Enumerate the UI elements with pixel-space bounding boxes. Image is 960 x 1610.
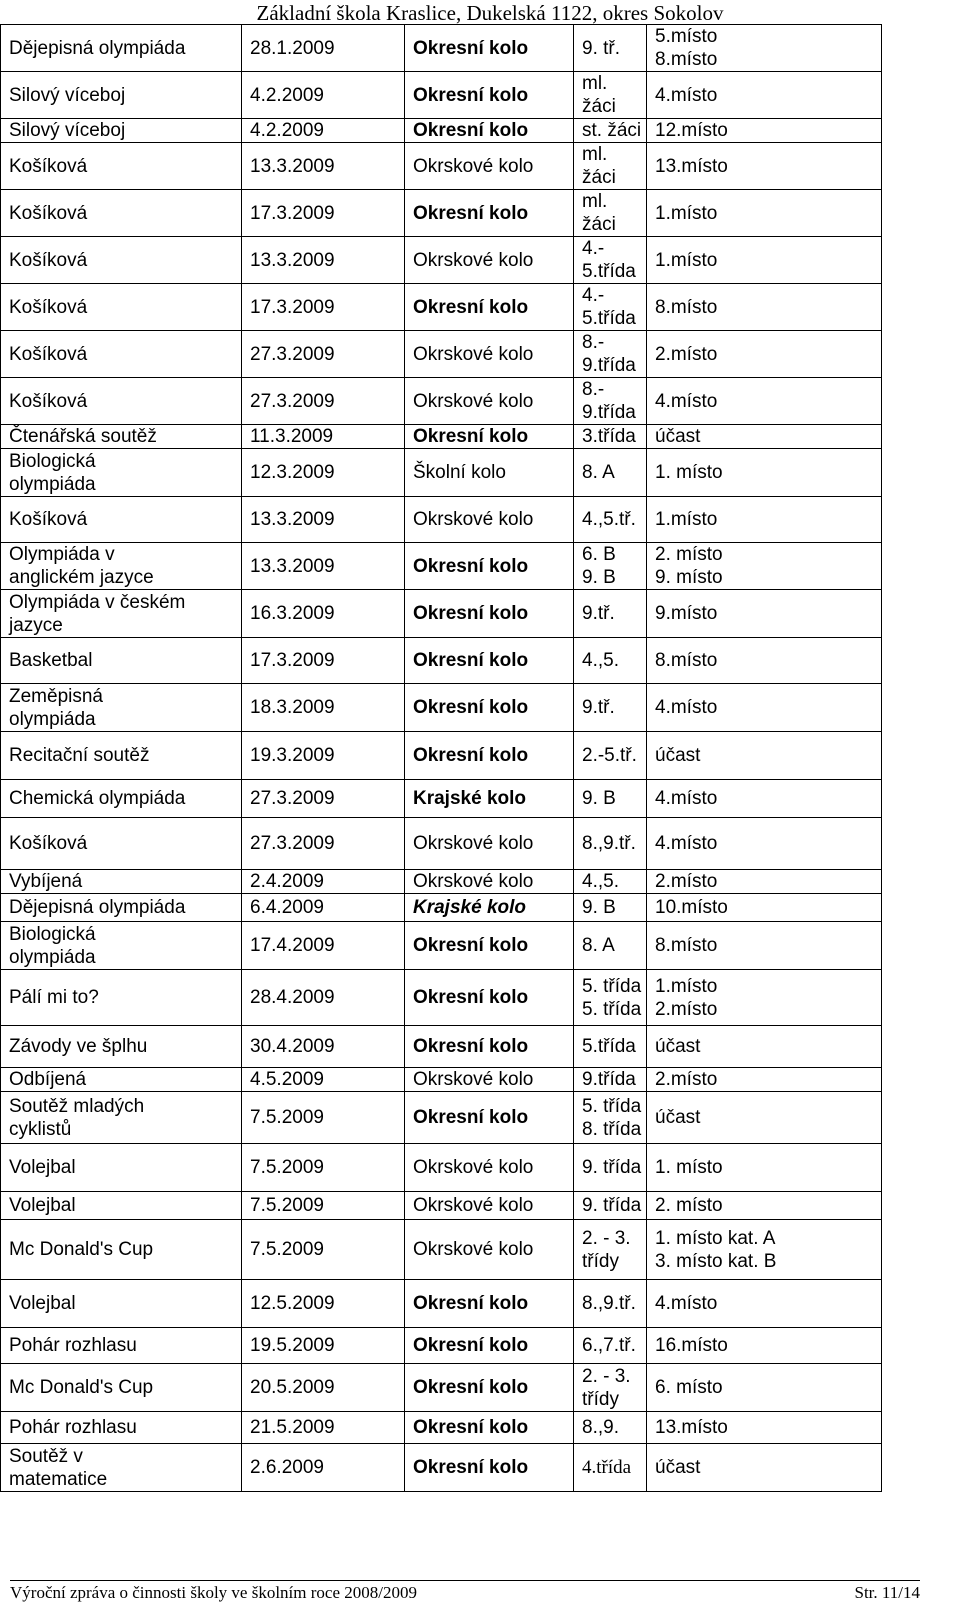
cell-name: Soutěž mladých cyklistů — [1, 1092, 242, 1144]
table-row — [1, 590, 882, 638]
cell-level: Okresní kolo — [405, 1412, 574, 1444]
cell-cls: 4.,5.tř. — [574, 497, 647, 543]
table-row — [1, 331, 882, 378]
table-row — [1, 732, 882, 780]
cell-date: 11.3.2009 — [242, 425, 405, 449]
cell-result: 6. místo — [647, 1364, 882, 1412]
cell-level: Okrskové kolo — [405, 1220, 574, 1280]
cell-cls: ml. žáci — [574, 72, 647, 119]
cell-cls: 4.- 5.třída — [574, 237, 647, 284]
cell-level: Okrskové kolo — [405, 237, 574, 284]
cell-name: Košíková — [1, 143, 242, 190]
cell-name: Pálí mi to? — [1, 970, 242, 1026]
cell-cls: 8.- 9.třída — [574, 378, 647, 425]
cell-level: Okresní kolo — [405, 1026, 574, 1068]
cell-cls: 2. - 3. třídy — [574, 1220, 647, 1280]
cell-level: Okresní kolo — [405, 1280, 574, 1328]
cell-cls: 9. B — [574, 894, 647, 922]
table-row — [1, 1026, 882, 1068]
table-row — [1, 1364, 882, 1412]
cell-level: Okresní kolo — [405, 425, 574, 449]
table-row — [1, 870, 882, 894]
cell-date: 13.3.2009 — [242, 497, 405, 543]
cell-result: účast — [647, 732, 882, 780]
table-row — [1, 497, 882, 543]
school-header: Základní škola Kraslice, Dukelská 1122, okres Sokolov — [256, 1, 724, 25]
footer-page-number: Str. 11/14 — [854, 1583, 920, 1602]
cell-result: 4.místo — [647, 780, 882, 818]
cell-result: 1.místo 2.místo — [647, 970, 882, 1026]
cell-cls: 4.třída — [574, 1444, 647, 1492]
table-row — [1, 119, 882, 143]
cell-name: Košíková — [1, 237, 242, 284]
cell-result: 8.místo — [647, 638, 882, 684]
cell-date: 28.4.2009 — [242, 970, 405, 1026]
table-row — [1, 449, 882, 497]
cell-date: 7.5.2009 — [242, 1144, 405, 1192]
cell-name: Košíková — [1, 497, 242, 543]
page-footer — [10, 1580, 920, 1605]
footer-report-title: Výroční zpráva o činnosti školy ve školním roce 2008/2009 — [10, 1583, 417, 1602]
cell-cls: 2. - 3. třídy — [574, 1364, 647, 1412]
cell-cls: 9.tř. — [574, 590, 647, 638]
cell-cls: 8.,9. — [574, 1412, 647, 1444]
table-row — [1, 970, 882, 1026]
cell-result: 4.místo — [647, 684, 882, 732]
cell-result: účast — [647, 1092, 882, 1144]
cell-name: Silový víceboj — [1, 119, 242, 143]
cell-cls: ml. žáci — [574, 143, 647, 190]
cell-level: Okrskové kolo — [405, 143, 574, 190]
cell-name: Silový víceboj — [1, 72, 242, 119]
cell-date: 13.3.2009 — [242, 143, 405, 190]
cell-result: účast — [647, 425, 882, 449]
cell-date: 4.2.2009 — [242, 72, 405, 119]
cell-cls: 3.třída — [574, 425, 647, 449]
cell-cls: 2.-5.tř. — [574, 732, 647, 780]
table-row — [1, 1444, 882, 1492]
cell-level: Okresní kolo — [405, 119, 574, 143]
table-row — [1, 543, 882, 590]
cell-cls: 5. třída 8. třída — [574, 1092, 647, 1144]
cell-name: Košíková — [1, 378, 242, 425]
cell-date: 27.3.2009 — [242, 818, 405, 870]
table-row — [1, 1412, 882, 1444]
cell-date: 20.5.2009 — [242, 1364, 405, 1412]
cell-level: Školní kolo — [405, 449, 574, 497]
cell-name: Mc Donald's Cup — [1, 1220, 242, 1280]
table-row — [1, 378, 882, 425]
cell-name: Volejbal — [1, 1192, 242, 1220]
cell-name: Soutěž v matematice — [1, 1444, 242, 1492]
cell-date: 2.6.2009 — [242, 1444, 405, 1492]
cell-date: 4.5.2009 — [242, 1068, 405, 1092]
table-row — [1, 1068, 882, 1092]
table-row — [1, 922, 882, 970]
cell-name: Závody ve šplhu — [1, 1026, 242, 1068]
cell-date: 17.3.2009 — [242, 638, 405, 684]
cell-name: Dějepisná olympiáda — [1, 894, 242, 922]
cell-date: 28.1.2009 — [242, 25, 405, 72]
cell-name: Vybíjená — [1, 870, 242, 894]
cell-level: Okresní kolo — [405, 543, 574, 590]
table-row — [1, 1280, 882, 1328]
cell-cls: st. žáci — [574, 119, 647, 143]
cell-level: Okrskové kolo — [405, 378, 574, 425]
cell-level: Krajské kolo — [405, 780, 574, 818]
cell-result: 1. místo — [647, 449, 882, 497]
cell-result: 2.místo — [647, 1068, 882, 1092]
table-row — [1, 143, 882, 190]
cell-level: Okrskové kolo — [405, 1144, 574, 1192]
cell-level: Okresní kolo — [405, 1364, 574, 1412]
table-row — [1, 1328, 882, 1364]
cell-date: 17.3.2009 — [242, 190, 405, 237]
cell-date: 7.5.2009 — [242, 1220, 405, 1280]
cell-name: Olympiáda v anglickém jazyce — [1, 543, 242, 590]
cell-level: Okresní kolo — [405, 1328, 574, 1364]
cell-level: Okrskové kolo — [405, 818, 574, 870]
cell-cls: 4.,5. — [574, 638, 647, 684]
cell-result: 13.místo — [647, 143, 882, 190]
cell-level: Okresní kolo — [405, 922, 574, 970]
cell-date: 19.3.2009 — [242, 732, 405, 780]
table-row — [1, 190, 882, 237]
cell-name: Recitační soutěž — [1, 732, 242, 780]
cell-level: Okresní kolo — [405, 284, 574, 331]
cell-level: Okresní kolo — [405, 190, 574, 237]
cell-cls: 9. třída — [574, 1144, 647, 1192]
cell-name: Chemická olympiáda — [1, 780, 242, 818]
cell-result: 2.místo — [647, 331, 882, 378]
cell-name: Biologická olympiáda — [1, 449, 242, 497]
cell-name: Košíková — [1, 331, 242, 378]
cell-cls: 4.- 5.třída — [574, 284, 647, 331]
cell-name: Mc Donald's Cup — [1, 1364, 242, 1412]
table-row — [1, 284, 882, 331]
cell-date: 19.5.2009 — [242, 1328, 405, 1364]
table-row — [1, 780, 882, 818]
cell-date: 27.3.2009 — [242, 780, 405, 818]
results-table-body — [1, 25, 882, 1492]
cell-cls: 6.,7.tř. — [574, 1328, 647, 1364]
cell-cls: 8.- 9.třída — [574, 331, 647, 378]
cell-date: 13.3.2009 — [242, 543, 405, 590]
cell-name: Basketbal — [1, 638, 242, 684]
cell-result: účast — [647, 1026, 882, 1068]
cell-cls: 8.,9.tř. — [574, 818, 647, 870]
cell-name: Biologická olympiáda — [1, 922, 242, 970]
cell-result: 4.místo — [647, 72, 882, 119]
cell-date: 13.3.2009 — [242, 237, 405, 284]
cell-result: 8.místo — [647, 922, 882, 970]
cell-date: 7.5.2009 — [242, 1092, 405, 1144]
cell-cls: 9.třída — [574, 1068, 647, 1092]
table-row — [1, 1144, 882, 1192]
cell-level: Krajské kolo — [405, 894, 574, 922]
cell-level: Okresní kolo — [405, 72, 574, 119]
cell-date: 17.3.2009 — [242, 284, 405, 331]
cell-name: Pohár rozhlasu — [1, 1412, 242, 1444]
cell-cls: 5.třída — [574, 1026, 647, 1068]
cell-name: Čtenářská soutěž — [1, 425, 242, 449]
cell-date: 7.5.2009 — [242, 1192, 405, 1220]
table-row — [1, 1220, 882, 1280]
cell-result: 1.místo — [647, 190, 882, 237]
cell-date: 17.4.2009 — [242, 922, 405, 970]
cell-result: 1. místo — [647, 1144, 882, 1192]
cell-name: Odbíjená — [1, 1068, 242, 1092]
cell-name: Volejbal — [1, 1280, 242, 1328]
cell-result: 8.místo — [647, 284, 882, 331]
cell-date: 6.4.2009 — [242, 894, 405, 922]
cell-level: Okrskové kolo — [405, 1192, 574, 1220]
cell-name: Košíková — [1, 284, 242, 331]
cell-date: 27.3.2009 — [242, 331, 405, 378]
cell-result: 16.místo — [647, 1328, 882, 1364]
cell-level: Okresní kolo — [405, 684, 574, 732]
competition-results-table — [0, 24, 882, 1492]
cell-result: 13.místo — [647, 1412, 882, 1444]
cell-date: 4.2.2009 — [242, 119, 405, 143]
cell-cls: 9. tř. — [574, 25, 647, 72]
cell-cls: 9. B — [574, 780, 647, 818]
table-row — [1, 1192, 882, 1220]
cell-date: 12.5.2009 — [242, 1280, 405, 1328]
cell-date: 21.5.2009 — [242, 1412, 405, 1444]
cell-cls: 8. A — [574, 449, 647, 497]
cell-cls: 4.,5. — [574, 870, 647, 894]
cell-cls: 8. A — [574, 922, 647, 970]
cell-level: Okrskové kolo — [405, 870, 574, 894]
table-row — [1, 425, 882, 449]
cell-cls: 5. třída 5. třída — [574, 970, 647, 1026]
table-row — [1, 72, 882, 119]
cell-name: Zeměpisná olympiáda — [1, 684, 242, 732]
table-row — [1, 638, 882, 684]
cell-date: 12.3.2009 — [242, 449, 405, 497]
cell-level: Okresní kolo — [405, 638, 574, 684]
table-row — [1, 237, 882, 284]
cell-result: 1.místo — [647, 237, 882, 284]
cell-name: Košíková — [1, 190, 242, 237]
cell-level: Okresní kolo — [405, 1444, 574, 1492]
cell-level: Okrskové kolo — [405, 497, 574, 543]
cell-cls: 9.tř. — [574, 684, 647, 732]
cell-result: 4.místo — [647, 1280, 882, 1328]
cell-cls: 8.,9.tř. — [574, 1280, 647, 1328]
cell-cls: 6. B 9. B — [574, 543, 647, 590]
cell-level: Okresní kolo — [405, 1092, 574, 1144]
cell-level: Okrskové kolo — [405, 1068, 574, 1092]
cell-result: 10.místo — [647, 894, 882, 922]
cell-cls: ml. žáci — [574, 190, 647, 237]
cell-date: 18.3.2009 — [242, 684, 405, 732]
cell-result: 12.místo — [647, 119, 882, 143]
cell-date: 30.4.2009 — [242, 1026, 405, 1068]
cell-name: Košíková — [1, 818, 242, 870]
cell-level: Okresní kolo — [405, 590, 574, 638]
cell-result: 2. místo — [647, 1192, 882, 1220]
cell-name: Olympiáda v českém jazyce — [1, 590, 242, 638]
table-row — [1, 25, 882, 72]
cell-result: 4.místo — [647, 818, 882, 870]
cell-date: 27.3.2009 — [242, 378, 405, 425]
cell-result: 5.místo 8.místo — [647, 25, 882, 72]
cell-date: 16.3.2009 — [242, 590, 405, 638]
table-row — [1, 818, 882, 870]
table-row — [1, 894, 882, 922]
cell-cls: 9. třída — [574, 1192, 647, 1220]
cell-level: Okresní kolo — [405, 970, 574, 1026]
cell-name: Pohár rozhlasu — [1, 1328, 242, 1364]
cell-level: Okresní kolo — [405, 732, 574, 780]
cell-result: 4.místo — [647, 378, 882, 425]
cell-result: 2. místo 9. místo — [647, 543, 882, 590]
table-row — [1, 684, 882, 732]
cell-result: 9.místo — [647, 590, 882, 638]
cell-name: Dějepisná olympiáda — [1, 25, 242, 72]
cell-date: 2.4.2009 — [242, 870, 405, 894]
cell-level: Okresní kolo — [405, 25, 574, 72]
cell-result: 1.místo — [647, 497, 882, 543]
cell-result: účast — [647, 1444, 882, 1492]
cell-result: 2.místo — [647, 870, 882, 894]
table-row — [1, 1092, 882, 1144]
cell-level: Okrskové kolo — [405, 331, 574, 378]
cell-name: Volejbal — [1, 1144, 242, 1192]
cell-result: 1. místo kat. A 3. místo kat. B — [647, 1220, 882, 1280]
